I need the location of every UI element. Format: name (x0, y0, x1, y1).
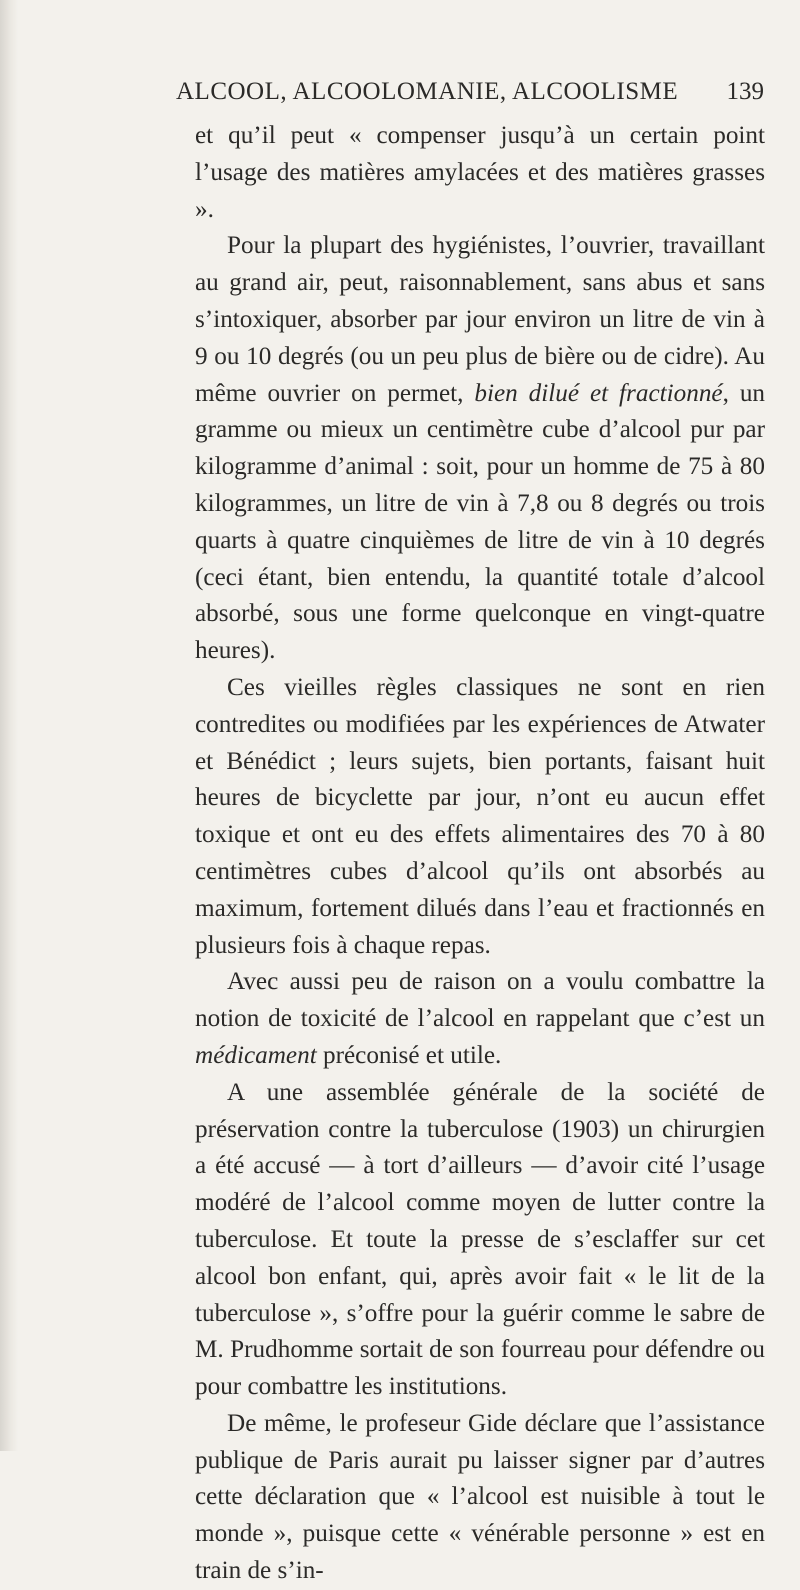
page-number: 139 (726, 78, 764, 105)
paragraph (195, 964, 765, 1074)
paragraph (195, 1406, 765, 1590)
text-run: , un gramme ou mieux un centimètre cube d’alcool pur par kilogramme d’animal : soit, pour un homme de 75 à 80 kilogrammes, un litre de vin à 7,8 ou 8 degrés ou trois quarts à quatre cinquièmes de litre de vin à 10 degrés (ceci étant, bien entendu, la quantité totale d’alcool absorbé, sous une forme quelconque en vingt-quatre heures). (195, 379, 765, 665)
text-run: De même, le profeseur Gide déclare que l’assistance publique de Paris aurait pu laisser signer par d’autres cette déclaration que « l’alcool est nuisible à tout le monde », puisque cette « vénérable personne » est en train de s’in- (195, 1409, 765, 1585)
page-gutter-shadow (0, 0, 18, 1451)
paragraph (195, 670, 765, 964)
paragraph (195, 1075, 765, 1406)
running-head-title: ALCOOL, ALCOOLOMANIE, ALCOOLISME (176, 78, 679, 105)
text-run: A une assemblée générale de la société de préservation contre la tuberculose (1903) un chirurgien a été accusé — à tort d’ailleurs — d’avoir cité l’usage modéré de l’alcool comme moyen de lutter contre la tuberculose. Et toute la presse de s’esclaffer sur cet alcool bon enfant, qui, après avoir fait « le lit de la tuberculose », s’offre pour la guérir comme le sabre de M. Prudhomme sortait de son fourreau pour défendre ou pour combattre les institutions. (195, 1078, 765, 1401)
italic-text: bien dilué et fractionné (474, 379, 723, 407)
italic-text: médicament (195, 1041, 317, 1069)
text-run: Ces vieilles règles classiques ne sont en rien contredites ou modifiées par les expériences de Atwater et Bénédict ; leurs sujets, bien portants, faisant huit heures de bicyclette par jour, n’ont eu aucun effet toxique et ont eu des effets alimentaires des 70 à 80 centimètres cubes d’alcool qu’ils ont absorbés au maximum, fortement dilués dans l’eau et fractionnés en plusieurs fois à chaque repas. (195, 673, 765, 959)
running-head (176, 78, 764, 118)
paragraph (195, 118, 765, 228)
paragraph (195, 228, 765, 670)
text-run: préconisé et utile. (316, 1041, 502, 1069)
text-run: Pour la plupart des hygiénistes, l’ouvrier, travaillant au grand air, peut, raisonnablement, sans abus et sans s’intoxiquer, absorber par jour environ un litre de vin à 9 ou 10 degrés (ou un peu plus de bière ou de cidre). Au même ouvrier on permet, (195, 232, 765, 407)
text-run: et qu’il peut « compenser jusqu’à un certain point l’usage des matières amylacées et des matières grasses ». (195, 122, 765, 223)
body-text (195, 118, 765, 1590)
text-run: Avec aussi peu de raison on a voulu combattre la notion de toxicité de l’alcool en rappelant que c’est un (195, 968, 765, 1033)
